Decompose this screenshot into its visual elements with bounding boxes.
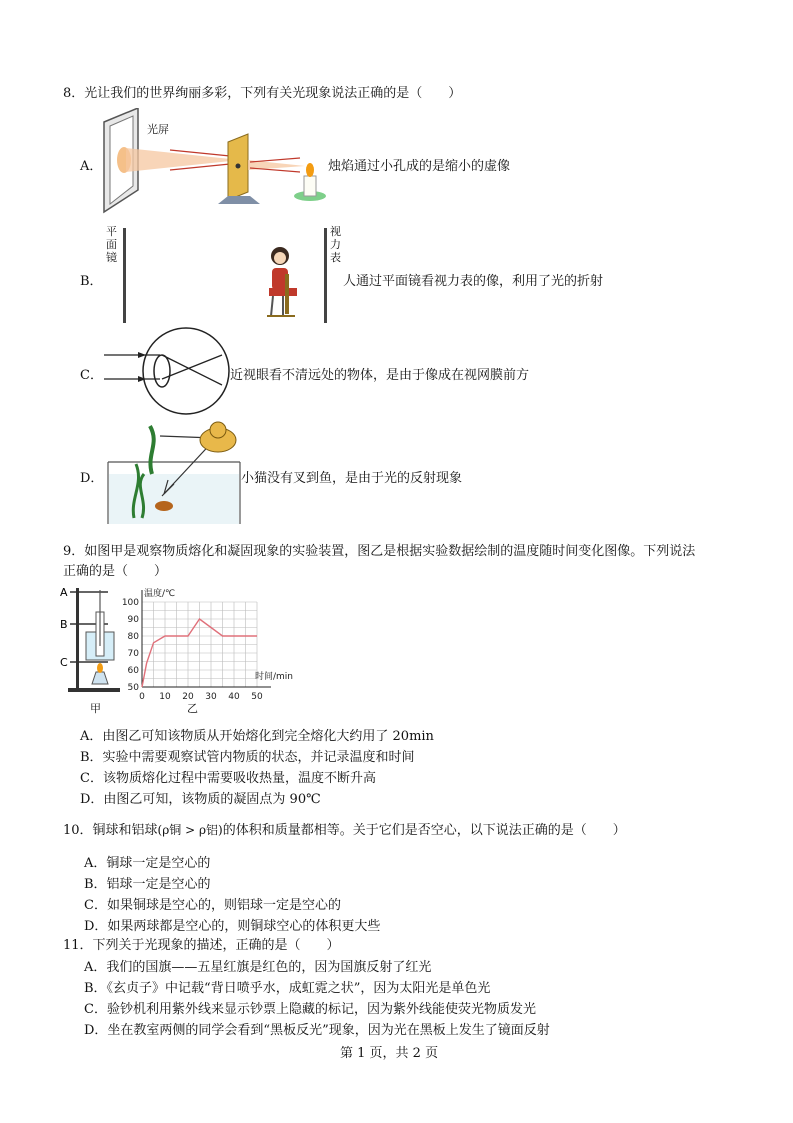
y-tick-label: 70 xyxy=(127,649,139,659)
heating-apparatus-figure xyxy=(58,584,128,699)
q8-option-a-text: 烛焰通过小孔成的是缩小的虚像 xyxy=(328,159,511,174)
y-axis-label: 温度/℃ xyxy=(144,589,176,599)
q10-stem-pre: 10．铜球和铝球 xyxy=(63,823,158,838)
apparatus-label-b: B xyxy=(60,618,68,631)
x-tick-label: 40 xyxy=(228,692,240,702)
pinhole-camera-figure xyxy=(100,108,340,218)
y-tick-label: 80 xyxy=(127,632,139,642)
mirror-line xyxy=(123,228,126,323)
q10-option-b: B．铝球一定是空心的 xyxy=(84,877,211,892)
y-tick-label: 100 xyxy=(121,598,139,608)
q11-option-a: A．我们的国旗——五星红旗是红色的，因为国旗反射了红光 xyxy=(84,960,432,975)
q9-option-a: A．由图乙可知该物质从开始熔化到完全熔化大约用了 20min xyxy=(80,729,434,744)
q11-stem: 11．下列关于光现象的描述，正确的是（ ） xyxy=(63,938,340,953)
q9-stem-line1: 9．如图甲是观察物质熔化和凝固现象的实验装置，图乙是根据实验数据绘制的温度随时间变化图像。下列说法 xyxy=(63,544,696,559)
eye-chart-line xyxy=(324,228,327,323)
q10-stem-post: 的体积和质量都相等。关于它们是否空心，以下说法正确的是（ ） xyxy=(222,823,626,838)
q10-option-c: C．如果铜球是空心的，则铝球一定是空心的 xyxy=(84,898,341,913)
x-tick-label: 50 xyxy=(251,692,263,702)
q11-option-c: C．验钞机利用紫外线来显示钞票上隐藏的标记，因为紫外线能使荧光物质发光 xyxy=(84,1002,536,1017)
y-tick-label: 60 xyxy=(127,666,139,676)
q8-option-d-text: 小猫没有叉到鱼，是由于光的反射现象 xyxy=(241,471,463,486)
caption-left: 甲 xyxy=(90,702,101,715)
temperature-time-chart xyxy=(120,584,320,704)
caption-right: 乙 xyxy=(187,702,198,715)
q9-option-c: C．该物质熔化过程中需要吸收热量，温度不断升高 xyxy=(80,771,376,786)
mirror-label: 平面镜 xyxy=(106,225,117,264)
eye-chart-label: 视力表 xyxy=(330,225,341,264)
q8-option-b-letter: B． xyxy=(80,274,103,289)
y-tick-label: 50 xyxy=(127,683,139,693)
y-tick-label: 90 xyxy=(127,615,139,625)
apparatus-label-a: A xyxy=(60,586,68,599)
q10-density-formula: (ρ铜 > ρ铝) xyxy=(157,823,223,837)
q9-stem-line2: 正确的是（ ） xyxy=(63,564,168,579)
q10-option-a: A．铜球一定是空心的 xyxy=(84,856,211,871)
x-tick-label: 10 xyxy=(159,692,171,702)
cat-fishing-figure xyxy=(104,414,244,526)
q9-option-b: B．实验中需要观察试管内物质的状态，并记录温度和时间 xyxy=(80,750,415,765)
q10-option-d: D．如果两球都是空心的，则铜球空心的体积更大些 xyxy=(84,919,381,934)
x-tick-label: 20 xyxy=(182,692,194,702)
x-axis-label: 时间/min xyxy=(255,672,294,682)
q8-option-c-letter: C． xyxy=(80,368,103,383)
screen-label: 光屏 xyxy=(147,123,169,136)
q10-stem xyxy=(63,819,626,838)
q11-option-b: B．《玄贞子》中记载“背日喷乎水，成虹霓之状”，因为太阳光是单色光 xyxy=(84,981,491,996)
q8-option-b-text: 人通过平面镜看视力表的像，利用了光的折射 xyxy=(343,274,604,289)
page-footer: 第 1 页，共 2 页 xyxy=(340,1046,439,1061)
q8-option-c-text: 近视眼看不清远处的物体，是由于像成在视网膜前方 xyxy=(230,368,530,383)
q11-option-d: D．坐在教室两侧的同学会看到“黑板反光”现象，因为光在黑板上发生了镜面反射 xyxy=(84,1023,550,1038)
q8-option-d-letter: D． xyxy=(80,471,104,486)
apparatus-label-c: C xyxy=(60,656,68,669)
girl-on-chair-figure xyxy=(255,244,305,322)
q9-option-d: D．由图乙可知，该物质的凝固点为 90℃ xyxy=(80,792,321,807)
myopia-eye-figure xyxy=(104,325,234,417)
x-tick-label: 30 xyxy=(205,692,217,702)
q8-option-a-letter: A． xyxy=(80,159,103,174)
x-tick-label: 0 xyxy=(139,692,145,702)
q8-stem: 8．光让我们的世界绚丽多彩，下列有关光现象说法正确的是（ ） xyxy=(63,86,462,101)
